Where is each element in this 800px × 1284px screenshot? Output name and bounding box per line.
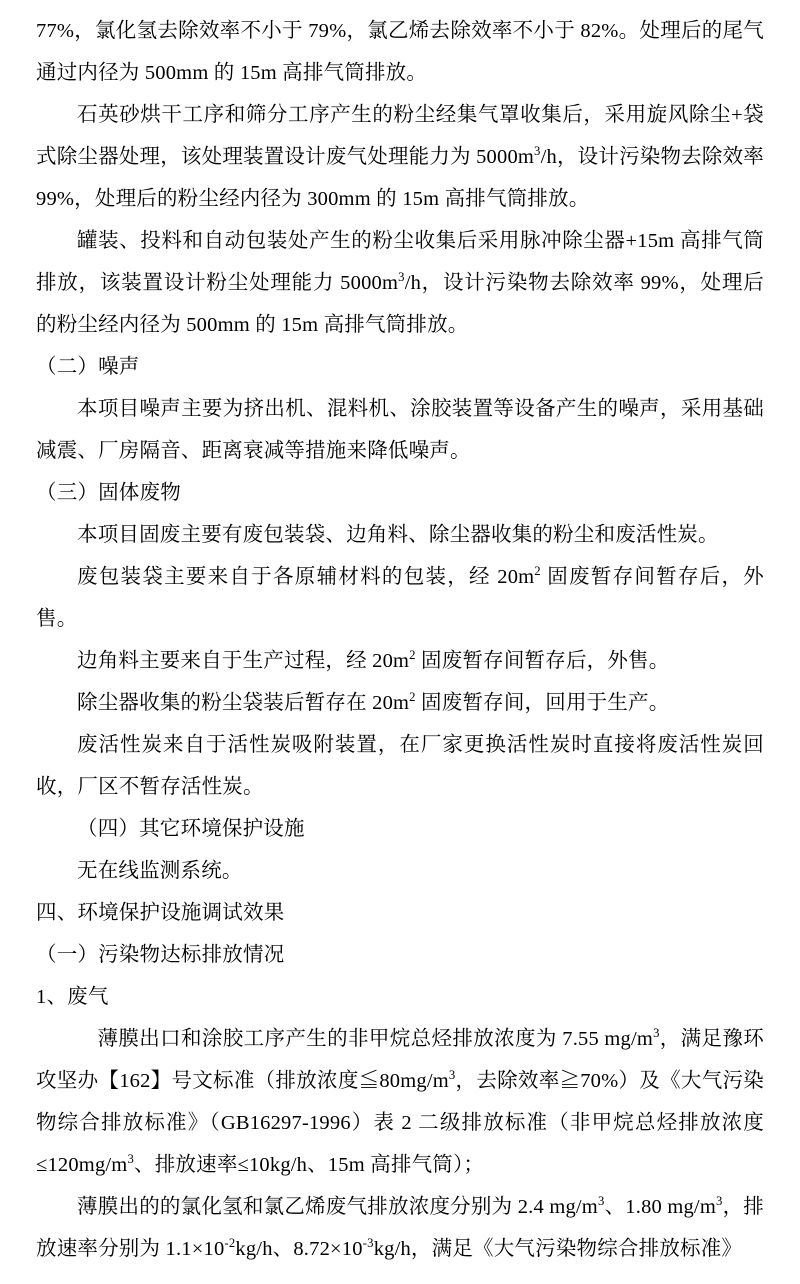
superscript: 3 (534, 144, 541, 159)
paragraph: 无在线监测系统。 (77, 860, 243, 882)
superscript: 2 (409, 648, 416, 663)
paragraph: 罐装、投料和自动包装处产生的粉尘收集后采用脉冲除尘器+15m 高排气筒排放，该装置设计粉尘处理能力 $5000m^3/h$，设计污染物去除效率 99%，处理后的粉尘经内径为 500mm 的 15m 高排气筒排放。 (36, 230, 764, 336)
paragraph: 本项目噪声主要为挤出机、混料机、涂胶装置等设备产生的噪声，采用基础减震、厂房隔音、距离衰减等措施来降低噪声。 (36, 398, 764, 462)
paragraph: 77%，氯化氢去除效率不小于 79%，氯乙烯去除效率不小于 82%。处理后的尾气通过内径为 500mm 的 15m 高排气筒排放。 (36, 20, 764, 84)
superscript: 3 (448, 1068, 456, 1083)
paragraph: 1、废气 (36, 986, 109, 1008)
document-body (36, 10, 764, 1270)
paragraph: （三）固体废物 (36, 482, 181, 504)
superscript: 3 (597, 1194, 605, 1209)
superscript: -3 (362, 1236, 374, 1251)
paragraph: 废活性炭来自于活性炭吸附装置，在厂家更换活性炭时直接将废活性炭回收，厂区不暂存活性炭。 (36, 734, 764, 798)
paragraph: 薄膜出口和涂胶工序产生的非甲烷总烃排放浓度为 7.55 $mg/m^3$，满足豫环攻坚办【162】号文标准（排放浓度$≦80mg/m^3$，去除效率≧70%）及《大气污染物综合排放标准》（GB16297-1996）表 2 二级排放标准（非甲烷总烃排放浓度$\le 120mg/m^3$、排放速率≤10kg/h、15m 高排气筒）； (36, 1026, 764, 1176)
paragraph: （二）噪声 (36, 356, 140, 378)
paragraph: 本项目固废主要有废包装袋、边角料、除尘器收集的粉尘和废活性炭。 (77, 524, 719, 546)
superscript: -2 (224, 1236, 236, 1251)
paragraph: 四、环境保护设施调试效果 (36, 902, 285, 924)
paragraph: 薄膜出的的氯化氢和氯乙烯废气排放浓度分别为 2.4 $mg/m^3$、1.80 $mg/m^3$，排放速率分别为 $1.1\times 10^{-2}kg/h$、$8.72\times 10^{-3}kg/h$，满足《大气污染物综合排放标准》 (36, 1194, 764, 1260)
superscript: 2 (409, 690, 416, 705)
superscript: 3 (715, 1194, 723, 1209)
superscript: 2 (534, 564, 541, 579)
paragraph: 石英砂烘干工序和筛分工序产生的粉尘经集气罩收集后，采用旋风除尘+袋式除尘器处理，该处理装置设计废气处理能力为 $5000m^3/h$，设计污染物去除效率 99%，处理后的粉尘经内径为 300mm 的 15m 高排气筒排放。 (36, 104, 764, 210)
paragraph: （一）污染物达标排放情况 (36, 944, 285, 966)
superscript: 3 (653, 1026, 660, 1041)
superscript: 3 (127, 1152, 135, 1167)
paragraph: 边角料主要来自于生产过程，经 $20m^2$ 固废暂存间暂存后，外售。 (77, 648, 670, 672)
paragraph: 除尘器收集的粉尘袋装后暂存在 $20m^2$ 固废暂存间，回用于生产。 (77, 690, 670, 714)
superscript: 3 (398, 270, 405, 285)
paragraph: 废包装袋主要来自于各原辅材料的包装，经 $20m^2$ 固废暂存间暂存后，外售。 (36, 564, 764, 630)
paragraph: （四）其它环境保护设施 (77, 818, 305, 840)
